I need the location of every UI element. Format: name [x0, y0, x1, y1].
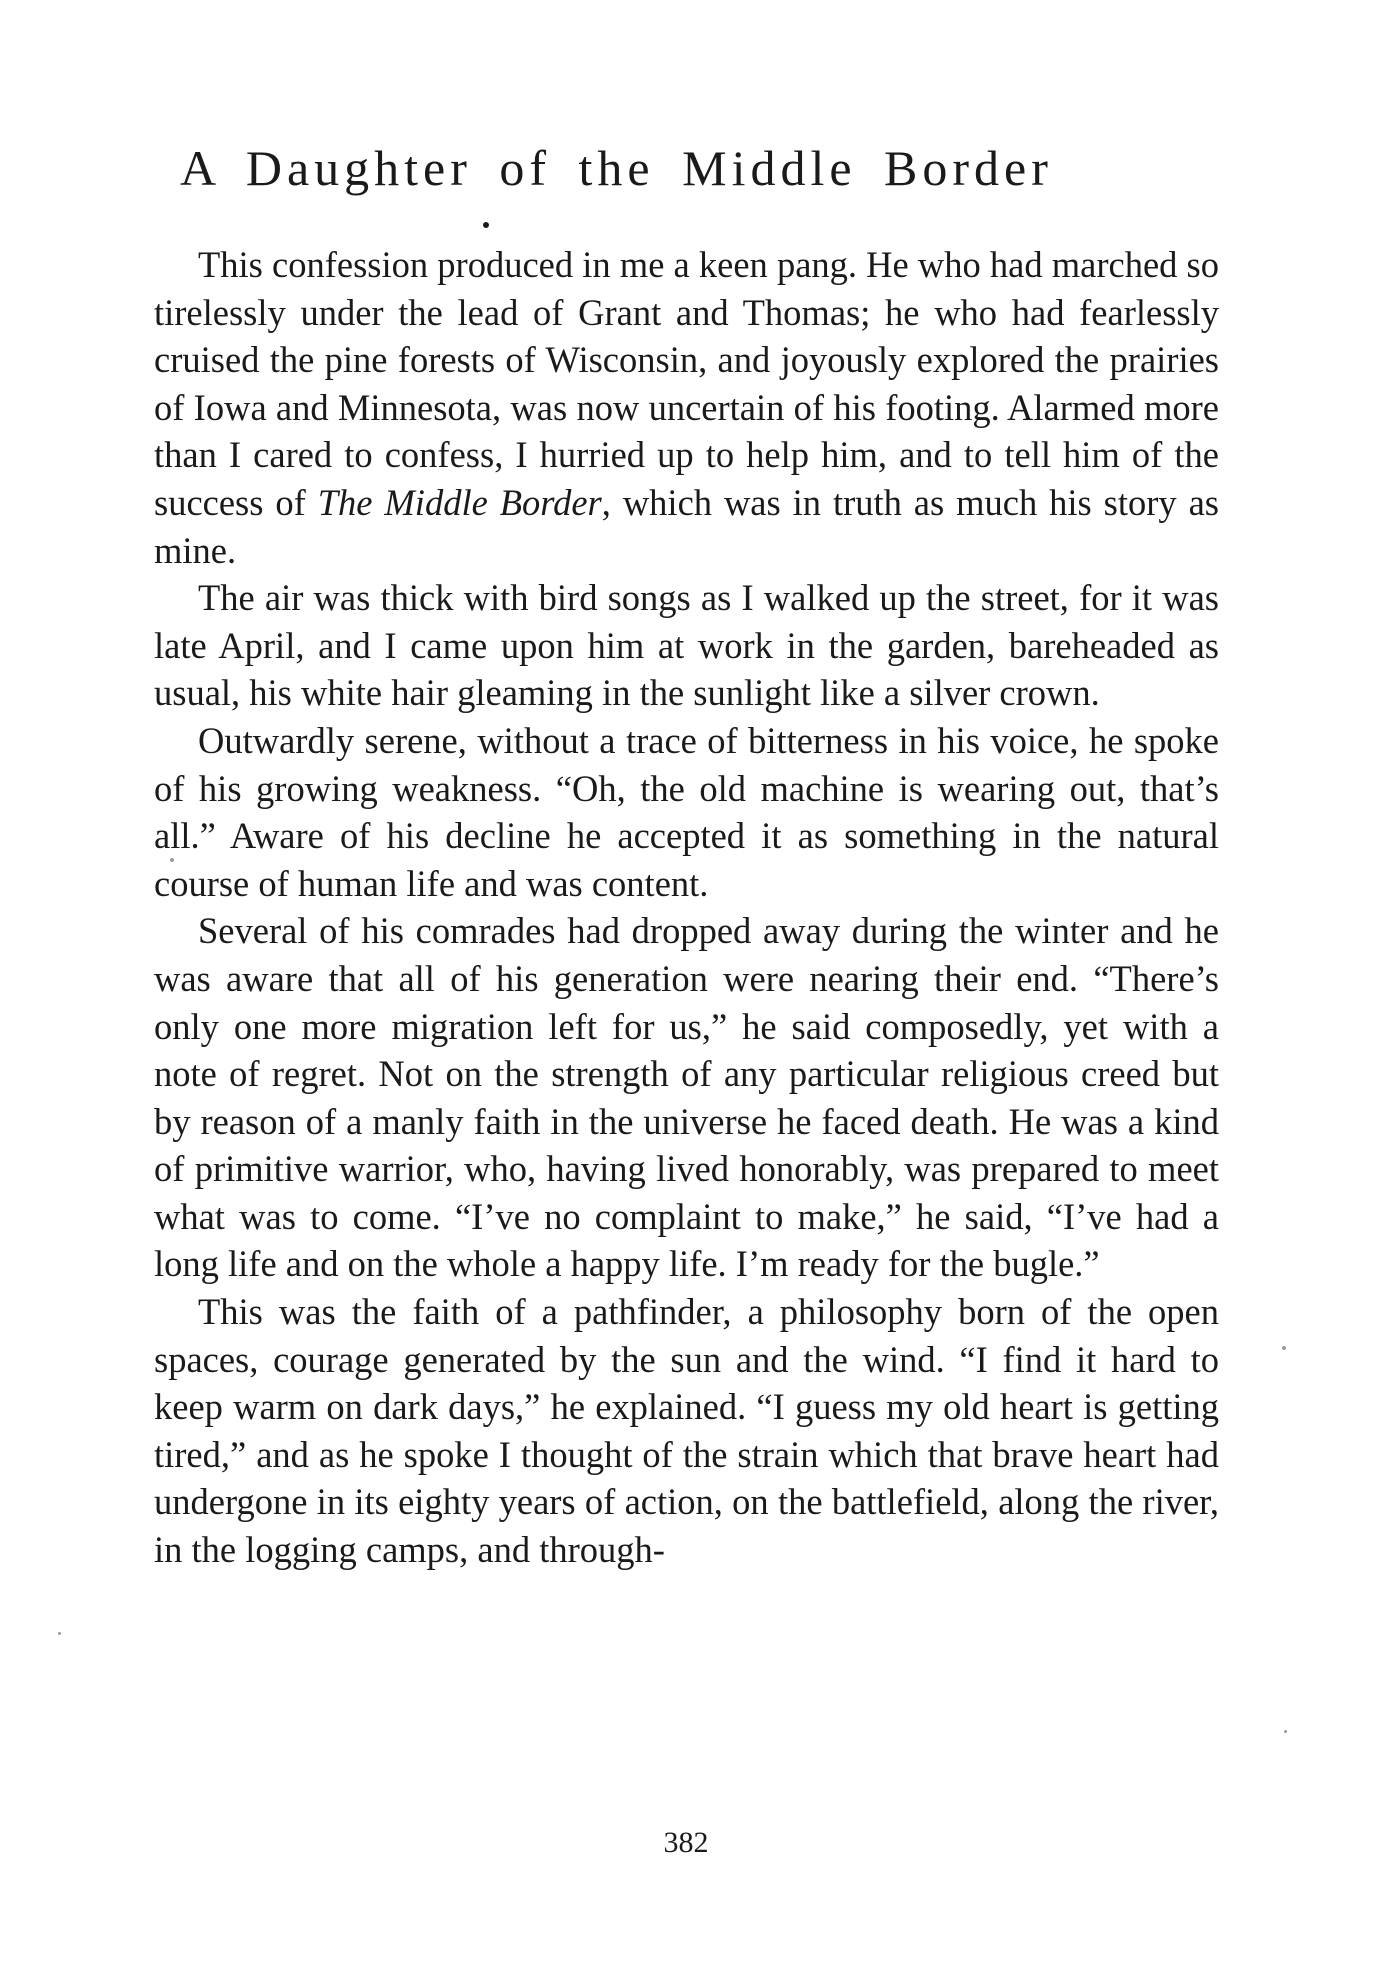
paragraph-2: The air was thick with bird songs as I walked up the street, for it was late April, and I came upon him at work in the garden, bareheaded as usual, his white hair gleaming in the sunlight like a silver crown.	[154, 577, 1219, 714]
paragraph-1-after: , which was in truth as much his story as mine.	[154, 481, 1219, 571]
body-text	[154, 241, 1219, 1574]
paragraph-1-before: This confession produced in me a keen pang. He who had marched so tirelessly under the lead of Grant and Thomas; he who had fearlessly cruised the pine forests of Wisconsin, and joyously explored the prairies of Iowa and Minnesota, was now uncertain of his footing. Alarmed more than I cared to confess, I hurried up to help him, and to tell him of the success of	[154, 244, 1219, 523]
book-title-italic: The Middle Border	[317, 481, 602, 523]
ornament-dot	[483, 222, 489, 228]
paragraph-4: Several of his comrades had dropped away during the winter and he was aware that all of his generation were nearing their end. “There’s only one more migration left for us,” he said composedly, yet with a note of regret. Not on the strength of any particular religious creed but by reason of a manly faith in the universe he faced death. He was a kind of primitive warrior, who, having lived honorably, was prepared to meet what was to come. “I’ve no complaint to make,” he said, “I’ve had a long life and on the whole a happy life. I’m ready for the bugle.”	[154, 910, 1219, 1285]
scan-speck	[1284, 1730, 1287, 1733]
paragraph-5: This was the faith of a pathfinder, a philosophy born of the open spaces, courage generated by the sun and the wind. “I find it hard to keep warm on dark days,” he explained. “I guess my old heart is getting tired,” and as he spoke I thought of the strain which that brave heart had undergone in its eighty years of action, on the battlefield, along the river, in the logging camps, and through-	[154, 1291, 1219, 1571]
scan-speck	[1282, 1346, 1286, 1350]
page-number: 382	[663, 1826, 709, 1859]
paragraph-3: Outwardly serene, without a trace of bitterness in his voice, he spoke of his growing weakness. “Oh, the old machine is wearing out, that’s all.” Aware of his decline he accepted it as something in the natural course of human life and was content.	[154, 719, 1219, 904]
running-head: A Daughter of the Middle Border	[180, 140, 1053, 196]
scan-speck	[170, 858, 174, 862]
paragraph-1	[154, 241, 1219, 574]
scan-speck	[58, 1632, 61, 1635]
